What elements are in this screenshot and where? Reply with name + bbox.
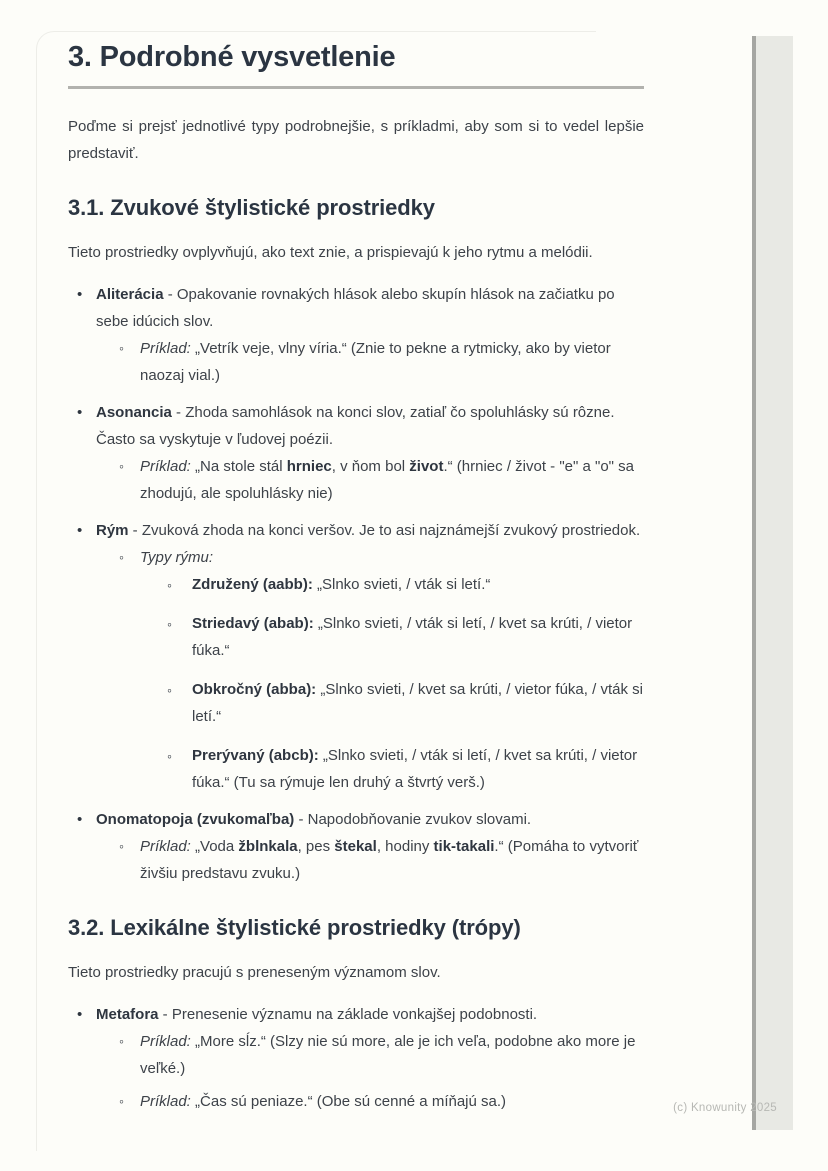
text-run: „Čas sú peniaze.“ (Obe sú cenné a míňajú sa.) bbox=[190, 1093, 507, 1110]
list-item-text bbox=[96, 281, 644, 335]
italic-run: Príklad: bbox=[140, 1033, 191, 1050]
text-run: , hodiny bbox=[376, 838, 434, 855]
document-content bbox=[68, 40, 644, 1115]
italic-run: Príklad: bbox=[140, 1093, 191, 1110]
text-run: „Slnko svieti, / kvet sa krúti, / vietor fúka, / vták si letí.“ bbox=[192, 681, 643, 725]
bold-run: Asonancia bbox=[96, 404, 172, 421]
text-run: - Zhoda samohlások na konci slov, zatiaľ čo spoluhlásky sú rôzne. Často sa vyskytuje v ľudovej poézii. bbox=[96, 404, 615, 448]
bullet-list-level-2 bbox=[96, 453, 644, 507]
list-item-text bbox=[140, 544, 644, 571]
list-item-text bbox=[140, 1088, 644, 1115]
text-run: - Napodobňovanie zvukov slovami. bbox=[294, 811, 532, 828]
text-run: „Vetrík veje, vlny víria.“ (Znie to pekne a rytmicky, ako by vietor naozaj vial.) bbox=[140, 340, 611, 384]
text-run: , v ňom bol bbox=[331, 458, 410, 475]
text-run: .“ (Pomáha to vytvoriť živšiu predstavu zvuku.) bbox=[140, 838, 639, 882]
list-item-text bbox=[96, 517, 644, 544]
bullet-list-level-1 bbox=[68, 1001, 644, 1115]
bold-run: Striedavý (abab): bbox=[192, 615, 314, 632]
bold-run: Aliterácia bbox=[96, 286, 164, 303]
list-item-text bbox=[96, 1001, 644, 1028]
bold-run: Prerývaný (abcb): bbox=[192, 747, 319, 764]
sub-bullet-item bbox=[96, 544, 644, 796]
bullet-item bbox=[68, 281, 644, 389]
list-item-text bbox=[96, 399, 644, 453]
text-run: , pes bbox=[297, 838, 335, 855]
bold-run: Rým bbox=[96, 522, 129, 539]
text-run: - Opakovanie rovnakých hlások alebo skupín hlások na začiatku po sebe idúcich slov. bbox=[96, 286, 615, 330]
bold-run: tik-takali bbox=[433, 838, 495, 855]
list-item-text bbox=[140, 1028, 644, 1082]
italic-run: Príklad: bbox=[140, 838, 191, 855]
bullet-item bbox=[68, 399, 644, 507]
bullet-list-level-3 bbox=[140, 571, 644, 796]
bold-run: Metafora bbox=[96, 1006, 159, 1023]
text-run: „Na stole stál bbox=[190, 458, 287, 475]
scrollbar-track[interactable] bbox=[752, 36, 793, 1130]
section-lead-paragraph: Tieto prostriedky pracujú s preneseným významom slov. bbox=[68, 964, 441, 981]
list-item-text bbox=[192, 610, 644, 664]
bullet-list-level-2 bbox=[96, 1028, 644, 1115]
bold-run: žblnkala bbox=[238, 838, 298, 855]
list-item-text bbox=[192, 742, 644, 796]
bullet-list-level-1 bbox=[68, 281, 644, 887]
bold-run: hrniec bbox=[286, 458, 332, 475]
text-run: - Zvuková zhoda na konci veršov. Je to asi najznámejší zvukový prostriedok. bbox=[128, 522, 641, 539]
page-title: 3. Podrobné vysvetlenie bbox=[68, 41, 396, 73]
sub-bullet-item bbox=[140, 742, 644, 796]
list-item-text bbox=[140, 335, 644, 389]
text-run: „Voda bbox=[190, 838, 239, 855]
list-item-text bbox=[96, 806, 644, 833]
sub-bullet-item bbox=[96, 833, 644, 887]
text-run: „More sĺz.“ (Slzy nie sú more, ale je ich veľa, podobne ako more je veľké.) bbox=[140, 1033, 636, 1077]
text-run: „Slnko svieti, / vták si letí, / kvet sa krúti, / vietor fúka.“ (Tu sa rýmuje len druhý a štvrtý verš.) bbox=[192, 747, 638, 791]
section-heading: 3.2. Lexikálne štylistické prostriedky (trópy) bbox=[68, 915, 521, 940]
italic-run: Príklad: bbox=[140, 340, 191, 357]
sub-bullet-item bbox=[96, 1088, 644, 1115]
bold-run: Onomatopoja (zvukomaľba) bbox=[96, 811, 295, 828]
bullet-list-level-2 bbox=[96, 833, 644, 887]
bullet-list-level-2 bbox=[96, 544, 644, 796]
bold-run: Združený (aabb): bbox=[192, 576, 313, 593]
sub-bullet-item bbox=[96, 1028, 644, 1082]
text-run: „Slnko svieti, / vták si letí, / kvet sa krúti, / vietor fúka.“ bbox=[192, 615, 633, 659]
bullet-list-level-2 bbox=[96, 335, 644, 389]
italic-run: Typy rýmu: bbox=[140, 549, 214, 566]
sub-bullet-item bbox=[140, 571, 644, 598]
intro-paragraph: Poďme si prejsť jednotlivé typy podrobnejšie, s príkladmi, aby som si to vedel lepšie predstaviť. bbox=[68, 118, 644, 162]
sub-bullet-item bbox=[140, 610, 644, 664]
bold-run: štekal bbox=[334, 838, 377, 855]
sub-bullet-item bbox=[96, 453, 644, 507]
text-run: „Slnko svieti, / vták si letí.“ bbox=[312, 576, 491, 593]
list-item-text bbox=[192, 676, 644, 730]
text-run: .“ (hrniec / život - "e" a "o" sa zhodujú, ale spoluhlásky nie) bbox=[140, 458, 634, 502]
watermark: (c) Knowunity 2025 bbox=[673, 1102, 777, 1114]
bold-run: život bbox=[409, 458, 444, 475]
sub-bullet-item bbox=[96, 335, 644, 389]
bullet-item bbox=[68, 1001, 644, 1115]
section-lead-paragraph: Tieto prostriedky ovplyvňujú, ako text znie, a prispievajú k jeho rytmu a melódii. bbox=[68, 244, 593, 261]
section-heading: 3.1. Zvukové štylistické prostriedky bbox=[68, 195, 435, 220]
sub-bullet-item bbox=[140, 676, 644, 730]
list-item-text bbox=[192, 571, 644, 598]
bullet-item bbox=[68, 806, 644, 887]
italic-run: Príklad: bbox=[140, 458, 191, 475]
sections bbox=[68, 193, 644, 1115]
list-item-text bbox=[140, 833, 644, 887]
list-item-text bbox=[140, 453, 644, 507]
text-run: - Prenesenie významu na základe vonkajšej podobnosti. bbox=[158, 1006, 538, 1023]
title-rule bbox=[68, 86, 644, 89]
bullet-item bbox=[68, 517, 644, 796]
bold-run: Obkročný (abba): bbox=[192, 681, 317, 698]
